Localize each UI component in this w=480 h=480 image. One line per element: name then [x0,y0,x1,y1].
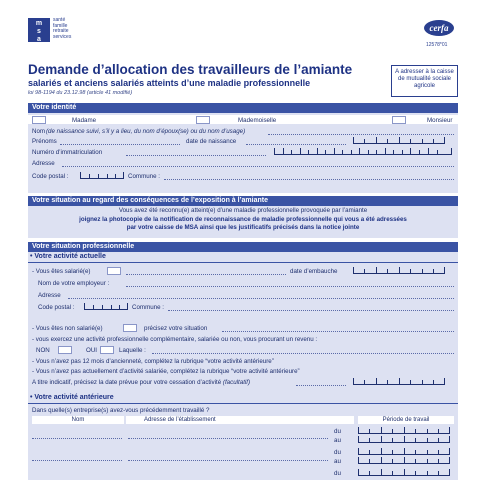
row-adresse-field[interactable] [128,460,328,461]
birthdate-leader [246,144,346,145]
prenoms-field[interactable] [60,144,180,145]
nom-hint: (de naissance suivi, s’il y a lieu, du nom d’époux(se) ou du nom d’usage) [46,128,246,135]
identity-bar: Votre identité [28,103,458,113]
row-au-field[interactable] [358,436,450,443]
logo-line: retraite [53,28,69,35]
non-salarie-checkbox[interactable] [123,324,137,332]
identity-section [28,103,458,193]
row-nom-field[interactable] [32,438,122,439]
non-checkbox[interactable] [58,346,72,354]
complementaire-label: - vous exercez une activité professionnelle complémentaire, salariée ou non, vous procurant un revenu : [32,336,318,343]
code-postal-field[interactable] [80,172,124,179]
immatriculation-label: Numéro d’immatriculation [32,149,103,156]
row-du-field[interactable] [358,448,450,455]
birthdate-label: date de naissance [186,138,237,145]
monsieur-label: Monsieur [427,117,453,124]
previous-activity-heading: • Votre activité antérieure [30,394,114,401]
non-label: NON [36,347,50,354]
employeur-field[interactable] [126,286,454,287]
au-label: au [334,437,341,444]
cessation-date-field[interactable] [353,378,445,385]
nom-field[interactable] [268,134,454,135]
madame-checkbox[interactable] [32,116,46,124]
commune-label: Commune : [128,173,160,180]
employeur-commune-field[interactable] [168,310,454,311]
page-title: Demande d’allocation des travailleurs de l’amiante [28,62,353,77]
row-nom-field[interactable] [32,460,122,461]
oui-label: OUI [86,347,98,354]
row-du-field[interactable] [358,469,450,476]
date-embauche-label: date d’embauche [290,268,338,275]
col-periode: Période de travail [358,416,454,424]
laquelle-field[interactable] [152,353,454,354]
professional-section [28,242,458,480]
salarie-checkbox[interactable] [107,267,121,275]
au-label: au [334,458,341,465]
precisez-field[interactable] [222,331,454,332]
logo-tagline [53,18,71,40]
row-du-field[interactable] [358,427,450,434]
exposure-bar: Votre situation au regard des conséquences de l’exposition à l’amiante [28,196,458,206]
current-activity-heading: • Votre activité actuelle [30,253,106,260]
date-embauche-field[interactable] [353,267,445,274]
divider [28,262,458,263]
non-salarie-label: - Vous êtes non salarié(e) [32,325,103,332]
cessation-leader [296,385,346,386]
exposure-instruction-1: joignez la photocopie de la notification de reconnaissance de maladie professionnelle qui vous a été adressées [79,216,407,223]
employeur-code-postal-field[interactable] [84,303,128,310]
exposure-statement: Vous avez été reconnu(e) atteint(e) d’une maladie professionnelle provoquée par l’amiante [118,207,368,214]
du-label: du [334,449,341,456]
exposure-instruction-2: par votre caisse de MSA ainsi que les justificatifs précisés dans la notice jointe [126,224,360,231]
employeur-adresse-label: Adresse [38,292,61,299]
exposure-section [28,196,458,238]
commune-field[interactable] [164,179,454,180]
logo-letter: a [37,36,41,43]
address-box: A adresser à la caisse de mutualité sociale agricole [391,65,458,97]
monsieur-checkbox[interactable] [392,116,406,124]
code-postal-label: Code postal : [32,173,69,180]
pas-actuellement-note: - Vous n’avez pas actuellement d’activité salariée, complétez la rubrique “votre activité antérieure” [32,368,300,375]
laquelle-label: Laquelle : [119,347,146,354]
entreprises-question: Dans quelle(s) entreprise(s) avez-vous précédemment travaillé ? [32,407,210,414]
anciennete-note: - Vous n’avez pas 12 mois d’ancienneté, complétez la rubrique “votre activité antérieure” [32,358,274,365]
precisez-label: précisez votre situation [144,325,208,332]
col-nom: Nom [32,416,124,424]
logo-letter: s [37,28,41,35]
cerfa-logo: cerfa [424,20,454,36]
du-label: du [334,470,341,477]
cessation-text: A titre indicatif, précisez la date prévue pour votre cessation d’activité [32,379,222,386]
salarie-leader [126,274,286,275]
page-subtitle: salariés et anciens salariés atteints d’une maladie professionnelle [28,78,311,88]
immatriculation-leader [126,155,266,156]
logo-letter: m [35,20,43,27]
employeur-label: Nom de votre employeur : [38,280,110,287]
row-au-field[interactable] [358,457,450,464]
salarie-label: - Vous êtes salarié(e) [32,268,91,275]
professional-bar: Votre situation professionnelle [28,242,458,252]
prenoms-label: Prénoms [32,138,57,145]
employeur-code-postal-label: Code postal : [38,304,75,311]
msa-logo [28,18,50,42]
birthdate-field[interactable] [353,137,445,144]
du-label: du [334,428,341,435]
madame-label: Madame [72,117,97,124]
logo-line: santé [53,17,66,23]
employeur-adresse-field[interactable] [68,298,454,299]
cessation-optional: (facultatif) [222,379,251,386]
divider [28,403,458,404]
nom-label: Nom [32,128,46,135]
adresse-label: Adresse [32,160,55,167]
logo-line: services [53,33,72,40]
cerfa-number: 12578*01 [426,42,448,48]
employeur-commune-label: Commune : [132,304,164,311]
row-adresse-field[interactable] [128,438,328,439]
immatriculation-field[interactable] [274,148,452,155]
logo-line: famille [53,22,68,29]
adresse-field[interactable] [62,166,454,167]
law-reference: loi 98-1194 du 23.12.98 (article 41 modifié) [28,90,133,96]
oui-checkbox[interactable] [100,346,114,354]
cessation-label [32,379,250,386]
mademoiselle-checkbox[interactable] [196,116,210,124]
mademoiselle-label: Mademoiselle [238,117,277,124]
col-adresse: Adresse de l’établissement [126,416,354,424]
